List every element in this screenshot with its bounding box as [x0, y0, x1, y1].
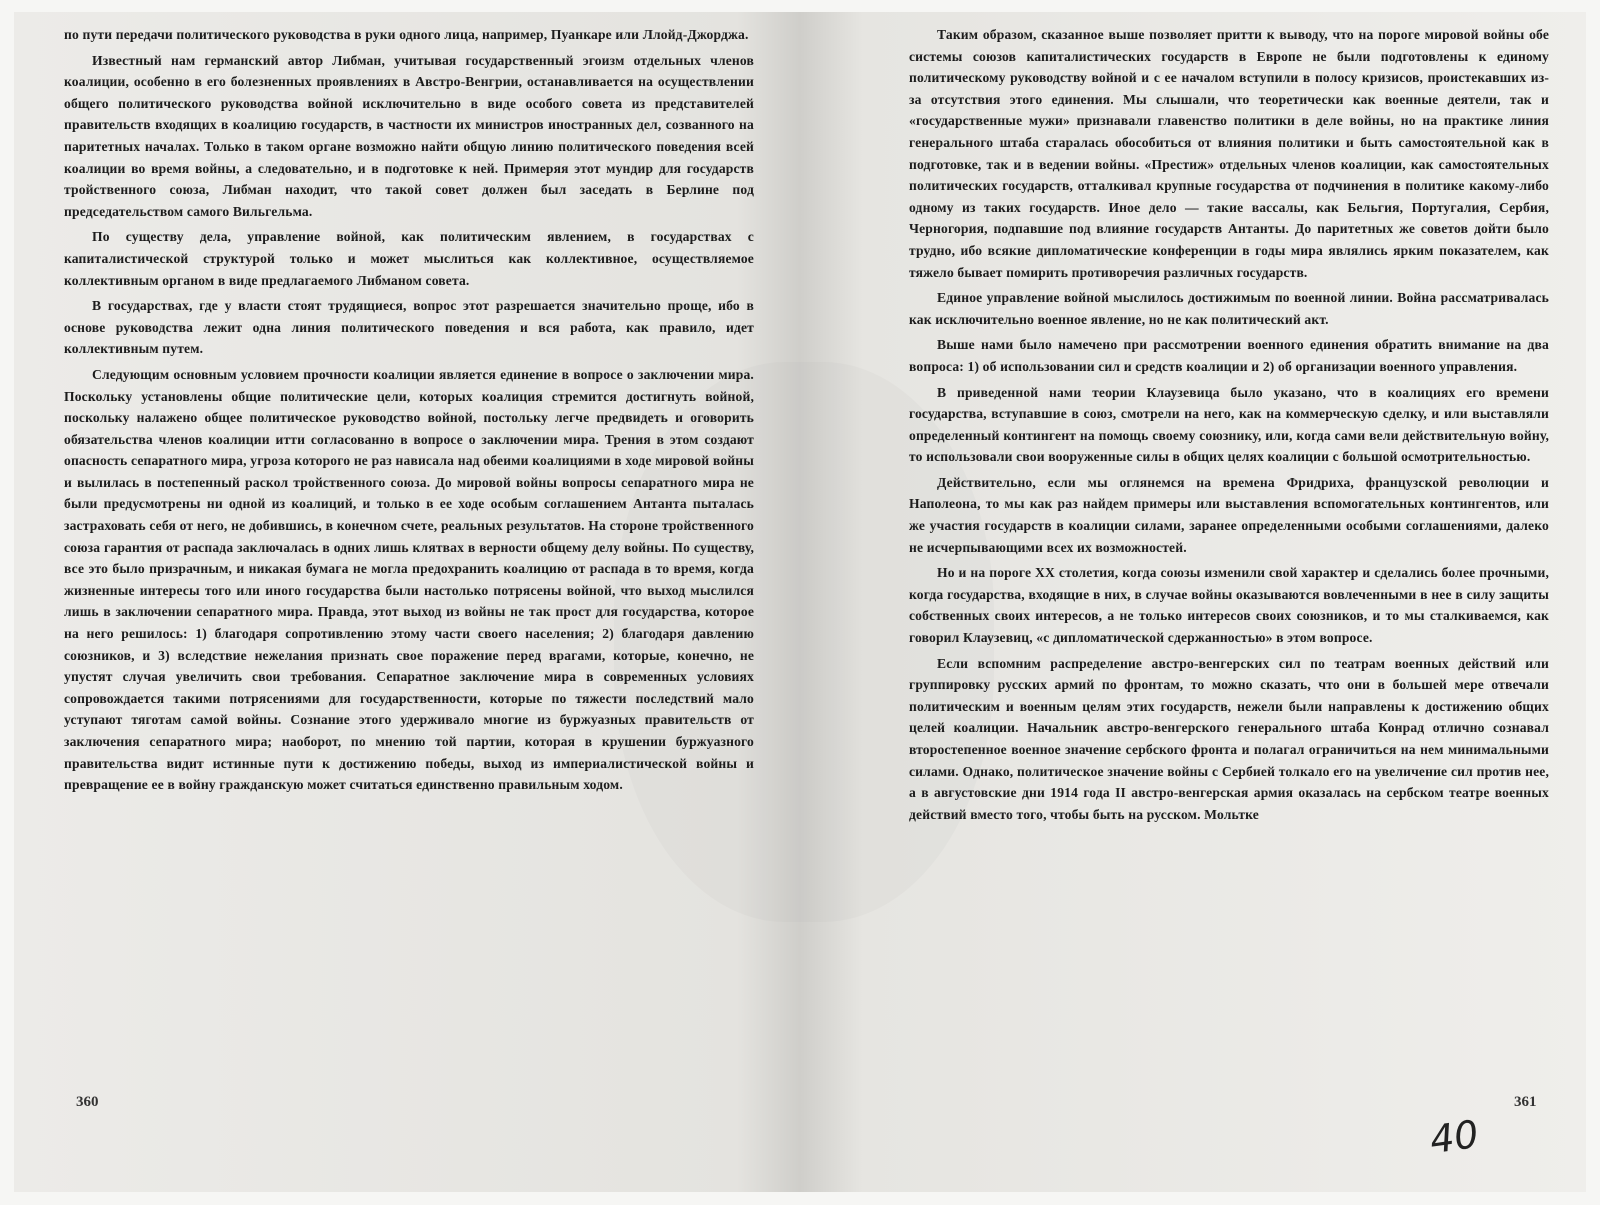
paragraph: Выше нами было намечено при рассмотрении военного единения обратить внимание на два вопроса: 1) об использовании сил и средств коалиции и 2) об организации военного управления.	[909, 337, 1549, 374]
paragraph: По существу дела, управление войной, как политическим явлением, в государствах с капиталистической структурой только и может мыслиться как коллективное, осуществляемое коллективным органом в виде предлагаемого Либманом совета.	[64, 229, 754, 288]
left-page	[64, 24, 754, 1174]
scanned-photo	[14, 12, 1586, 1192]
paragraph: по пути передачи политического руководства в руки одного лица, например, Пуанкаре или Ллойд-Джорджа.	[64, 27, 749, 42]
handwritten-mark: 40	[1427, 1111, 1482, 1163]
paragraph: Известный нам германский автор Либман, учитывая государственный эгоизм отдельных членов коалиции, особенно в его болезненных проявлениях в Австро-Венгрии, останавливается на осуществлении общего политического руководства войной исключительно в виде особого совета из представителей правительств входящих в коалицию государств, в частности их министров иностранных дел, созванного на паритетных началах. Только в таком органе возможно найти общую линию политического поведения всей коалиции во время войны, а следовательно, и в подготовке к ней. Примеряя этот мундир для государств тройственного союза, Либман находит, что такой совет должен был заседать в Берлине под председательством самого Вильгельма.	[64, 52, 754, 219]
page-number-left: 360	[76, 1094, 99, 1110]
paragraph: В государствах, где у власти стоят трудящиеся, вопрос этот разрешается значительно проще, ибо в основе руководства лежит одна линия политического поведения и вся работа, как правило, идет коллективным путем.	[64, 298, 754, 357]
book-spread	[14, 12, 1586, 1192]
paragraph: Следующим основным условием прочности коалиции является единение в вопросе о заключении мира. Поскольку установлены общие политические цели, которых коалиция стремится достигнуть войной, поскольку налажено общее политическое руководство войной, постольку легче предвидеть и оговорить обязательства членов коалиции итти согласованно в вопросе о заключении мира. Трения в этом создают опасность сепаратного мира, угроза которого не раз нависала над обеими коалициями в ходе мировой войны и вылилась в постепенный раскол тройственного союза. До мировой войны вопросы сепаратного мира не были предусмотрены ни одной из коалиций, и только в ее ходе особым соглашением Антанта пыталась застраховать себя от него, не добившись, в конечном счете, реальных результатов. На стороне тройственного союза гарантия от распада заключалась в одних лишь клятвах в верности общему делу войны. По существу, все это было призрачным, и никакая бумага не могла предохранить коалицию от распада в то время, когда жизненные интересы того или иного государства были настолько потрясены войной, что выход мыслился лишь в заключении сепаратного мира. Правда, этот выход из войны не так прост для государства, которое на него решилось: 1) благодаря сопротивлению этому части своего населения; 2) благодаря давлению союзников, и 3) вследствие нежелания признать свое поражение перед врагами, которые, конечно, не упустят случая увеличить свои требования. Сепаратное заключение мира в современных условиях сопровождается такими потрясениями для государственности, которые по тяжести последствий мало уступают тяготам самой войны. Сознание этого удерживало многие из буржуазных правительств от заключения сепаратного мира; наоборот, по мнению той партии, которая в крушении буржуазного правительства видит истинные пути к достижению победы, выход из империалистической войны и превращение ее в войну гражданскую может считаться единственно правильным ходом.	[64, 366, 754, 793]
paragraph: Таким образом, сказанное выше позволяет притти к выводу, что на пороге мировой войны обе системы союзов капиталистических государств в Европе не были подготовлены к единому политическому руководству войной и с ее началом вступили в полосу кризисов, проистекавших из-за отсутствия этого единения. Мы слышали, что теоретически как военные деятели, так и «государственные мужи» признавали главенство политики в деле войны, но на практике линия генерального штаба старалась обособиться от влияния политики и быть самостоятельной как в подготовке, так и в ведении войны. «Престиж» отдельных членов коалиции, как самостоятельных политических государств, отталкивал крупные государства от подчинения в политике какому-либо одному из таких государств. Иное дело — такие вассалы, как Бельгия, Португалия, Сербия, Черногория, подпавшие под влияние государств Антанты. До паритетных же советов дойти было трудно, ибо всякие дипломатические конференции в годы мира являлись ярким показателем, как тяжело бывает помирить противоречия различных государств.	[909, 27, 1549, 280]
page-number-right: 361	[1514, 1094, 1537, 1110]
paragraph: Действительно, если мы оглянемся на времена Фридриха, французской революции и Наполеона, то мы как раз найдем примеры или выставления вспомогательных контингентов, или же участия государств в коалиции силами, заранее определенными особыми соглашениями, далеко не исчерпывающими всех их возможностей.	[909, 474, 1549, 555]
paragraph: Если вспомним распределение австро-венгерских сил по театрам военных действий или группировку русских армий по фронтам, то можно сказать, что они в большей мере отвечали политическим и военным целям этих государств, нежели были направлены к достижению общих целей коалиции. Начальник австро-венгерского генерального штаба Конрад отлично сознавал второстепенное военное значение сербского фронта и полагал ограничиться на нем минимальными силами. Однако, политическое значение войны с Сербией толкало его на увеличение сил против нее, а в августовские дни 1914 года II австро-венгерская армия оказалась на сербском театре военных действий вместо того, чтобы быть на русском. Мольтке	[909, 655, 1549, 822]
paragraph: В приведенной нами теории Клаузевица было указано, что в коалициях его времени государства, вступавшие в союз, смотрели на него, как на коммерческую сделку, и или выставляли определенный контингент на помощь своему союзнику, или, когда сами вели действительную войну, то использовали свои вооруженные силы в общих целях коалиции с большой осмотрительностью.	[909, 384, 1549, 465]
right-page	[909, 24, 1549, 1174]
paragraph: Единое управление войной мыслилось достижимым по военной линии. Война рассматривалась как исключительно военное явление, но не как политический акт.	[909, 290, 1549, 327]
paragraph: Но и на пороге XX столетия, когда союзы изменили свой характер и сделались более прочными, когда государства, входящие в них, в случае войны оказываются вовлеченными в нее в силу защиты собственных своих интересов, а не только интересов своих союзников, и то мы сталкиваемся, как говорил Клаузевиц, «с дипломатической сдержанностью» в этом вопросе.	[909, 565, 1549, 646]
